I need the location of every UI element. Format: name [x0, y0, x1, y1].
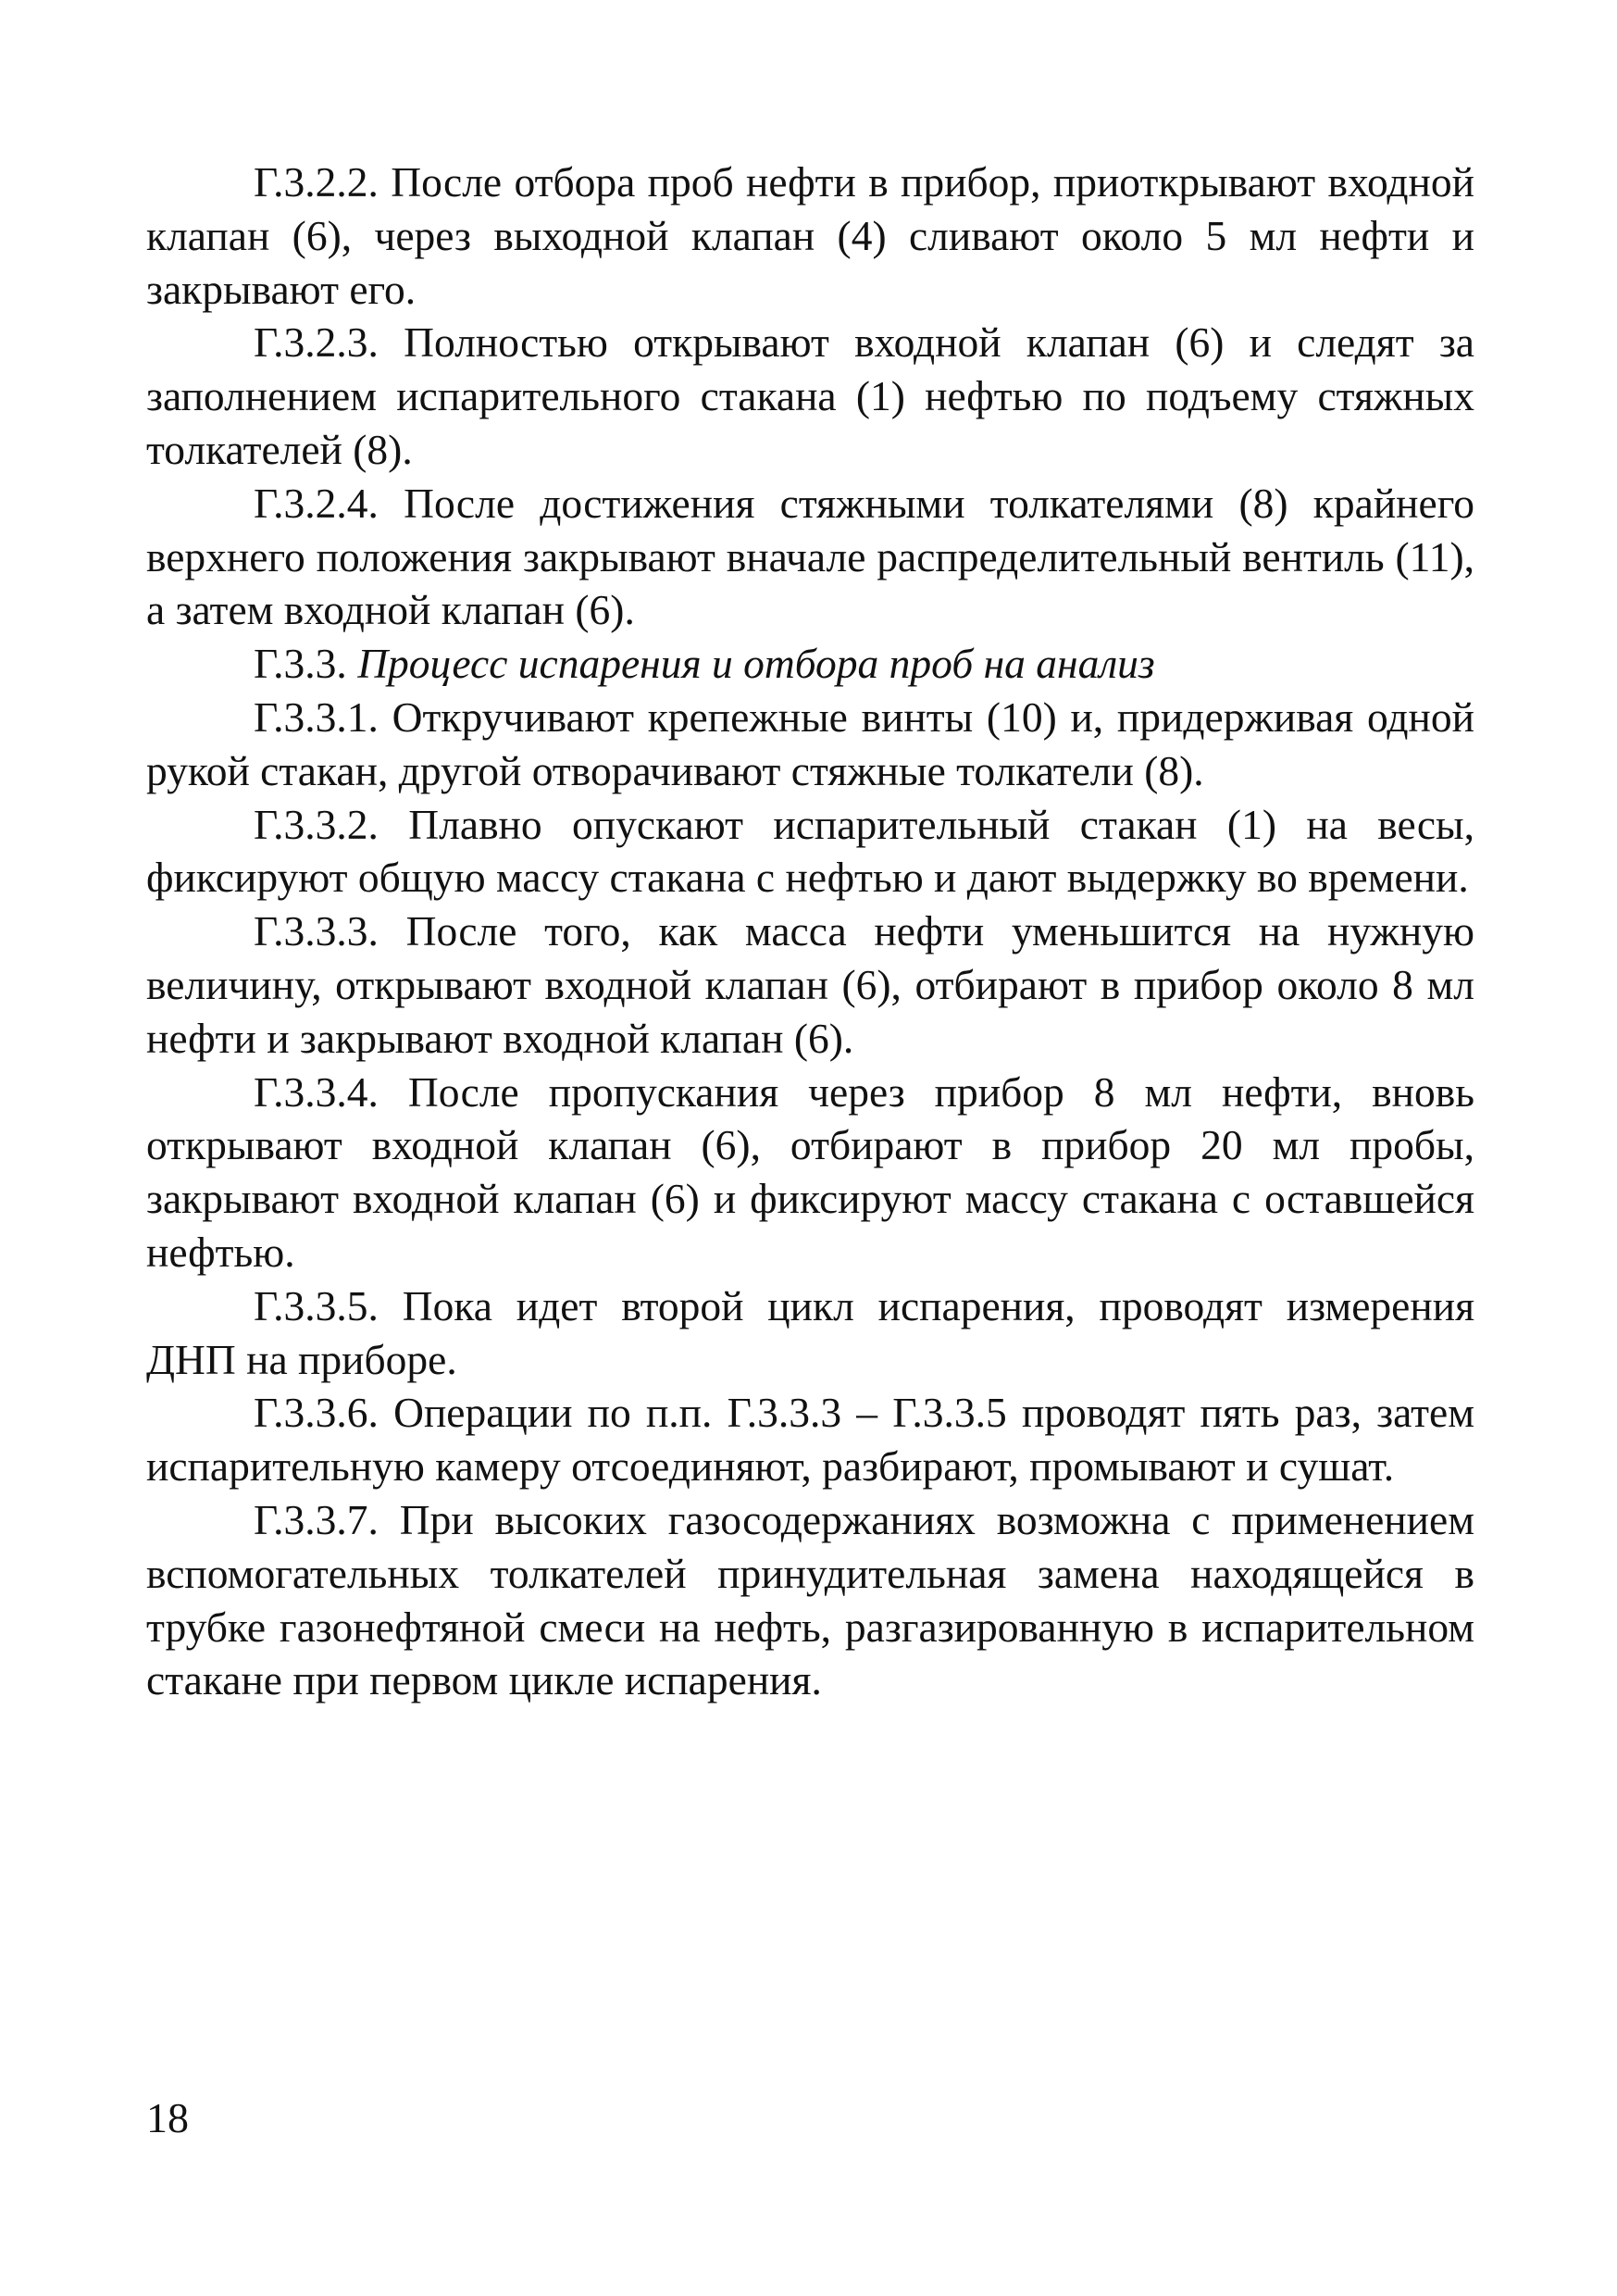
- paragraph-g3-3-7: Г.3.3.7. При высоких газосодержаниях возможна с применением вспомогательных толкателей принудительная замена находящейся в трубке газонефтяной смеси на нефть, разгазированную в испарительном стакане при первом цикле испарения.: [146, 1495, 1474, 1704]
- paragraph-g3-3-6: Г.3.3.6. Операции по п.п. Г.3.3.3 – Г.3.3.5 проводят пять раз, затем испарительную камеру отсоединяют, разбирают, промывают и сушат.: [146, 1389, 1474, 1491]
- section-heading-g3-3: [146, 637, 1474, 691]
- paragraph-g3-3-2: Г.3.3.2. Плавно опускают испарительный стакан (1) на весы, фиксируют общую массу стакана с нефтью и дают выдержку во времени.: [146, 800, 1474, 902]
- paragraph-g3-2-2: Г.3.2.2. После отбора проб нефти в прибор, приоткрывают входной клапан (6), через выходной клапан (4) сливают около 5 мл нефти и закрывают его.: [146, 158, 1474, 313]
- section-number: Г.3.3.: [254, 640, 347, 688]
- paragraph-g3-2-3: Г.3.2.3. Полностью открывают входной клапан (6) и следят за заполнением испарительного стакана (1) нефтью по подъему стяжных толкателей (8).: [146, 318, 1474, 473]
- paragraph-g3-3-5: Г.3.3.5. Пока идет второй цикл испарения, проводят измерения ДНП на приборе.: [146, 1281, 1474, 1383]
- page-number: 18: [146, 2094, 189, 2141]
- paragraph-g3-3-4: Г.3.3.4. После пропускания через прибор 8 мл нефти, вновь открывают входной клапан (6), отбирают в прибор 20 мл пробы, закрывают входной клапан (6) и фиксируют массу стакана с оставшейся нефтью.: [146, 1067, 1474, 1276]
- page-body: [146, 156, 1474, 1707]
- section-title: Процесс испарения и отбора проб на анализ: [357, 640, 1155, 688]
- paragraph-g3-3-3: Г.3.3.3. После того, как масса нефти уменьшится на нужную величину, открывают входной клапан (6), отбирают в прибор около 8 мл нефти и закрывают входной клапан (6).: [146, 907, 1474, 1062]
- paragraph-g3-2-4: Г.3.2.4. После достижения стяжными толкателями (8) крайнего верхнего положения закрывают вначале распределительный вентиль (11), а затем входной клапан (6).: [146, 479, 1474, 634]
- paragraph-g3-3-1: Г.3.3.1. Откручивают крепежные винты (10) и, придерживая одной рукой стакан, другой отворачивают стяжные толкатели (8).: [146, 693, 1474, 794]
